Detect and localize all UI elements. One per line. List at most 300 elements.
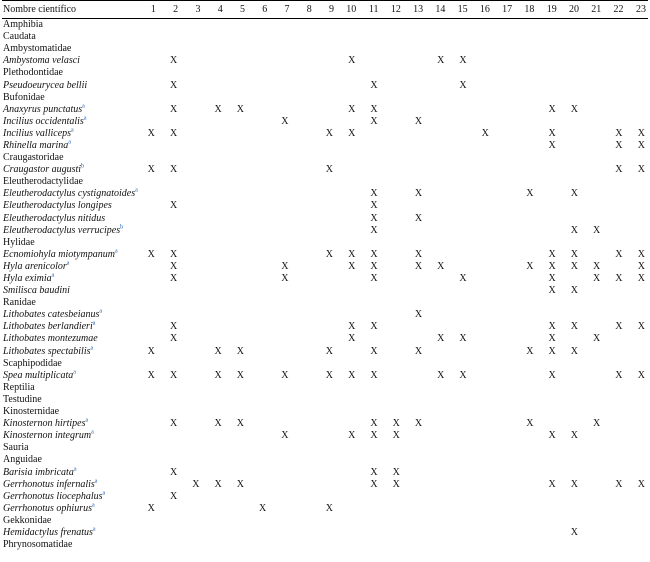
presence-mark: X bbox=[214, 418, 222, 430]
empty-cell bbox=[559, 140, 581, 152]
empty-cell bbox=[470, 225, 492, 237]
empty-cell bbox=[536, 225, 558, 237]
empty-cell bbox=[403, 55, 425, 67]
empty-cell bbox=[403, 237, 425, 249]
empty-cell bbox=[136, 152, 158, 164]
empty-cell bbox=[292, 225, 314, 237]
empty-cell bbox=[314, 116, 336, 128]
presence-mark: X bbox=[414, 345, 423, 357]
presence-mark: X bbox=[259, 502, 267, 514]
empty-cell bbox=[136, 79, 158, 91]
presence-mark: X bbox=[348, 430, 356, 442]
empty-cell bbox=[581, 213, 603, 225]
footnote-link[interactable]: a bbox=[51, 272, 55, 279]
empty-cell bbox=[581, 503, 603, 515]
empty-cell bbox=[425, 442, 447, 454]
presence-mark: X bbox=[370, 321, 378, 333]
empty-cell bbox=[514, 43, 536, 55]
empty-cell bbox=[514, 31, 536, 43]
empty-cell bbox=[158, 454, 180, 466]
empty-cell bbox=[225, 503, 247, 515]
empty-cell bbox=[492, 539, 514, 551]
table-row bbox=[2, 503, 648, 515]
empty-cell bbox=[180, 503, 202, 515]
presence-mark: X bbox=[459, 333, 467, 345]
empty-cell bbox=[225, 128, 247, 140]
empty-cell bbox=[559, 406, 581, 418]
empty-cell bbox=[625, 79, 648, 91]
empty-cell bbox=[625, 442, 648, 454]
empty-cell bbox=[403, 67, 425, 79]
empty-cell bbox=[425, 140, 447, 152]
empty-cell bbox=[447, 430, 469, 442]
empty-cell bbox=[603, 418, 625, 430]
taxon-name-text: Anguidae bbox=[3, 454, 42, 466]
taxon-name-text: Eleutherodactylus longipes bbox=[3, 200, 112, 212]
footnote-marker bbox=[99, 309, 102, 315]
presence-mark: X bbox=[147, 127, 155, 139]
empty-cell bbox=[536, 116, 558, 128]
footnote-marker bbox=[92, 502, 95, 508]
empty-cell bbox=[425, 31, 447, 43]
empty-cell bbox=[292, 454, 314, 466]
empty-cell bbox=[492, 491, 514, 503]
empty-cell bbox=[559, 237, 581, 249]
empty-cell bbox=[514, 406, 536, 418]
empty-cell bbox=[470, 358, 492, 370]
presence-mark: X bbox=[169, 164, 178, 176]
empty-cell bbox=[425, 273, 447, 285]
presence-mark: X bbox=[169, 273, 178, 285]
presence-mark: X bbox=[637, 139, 645, 151]
empty-cell bbox=[470, 200, 492, 212]
empty-cell bbox=[314, 55, 336, 67]
footnote-link[interactable]: a bbox=[66, 260, 70, 267]
empty-cell bbox=[180, 19, 202, 32]
empty-cell bbox=[225, 140, 247, 152]
empty-cell bbox=[292, 321, 314, 333]
empty-cell bbox=[403, 370, 425, 382]
presence-mark: X bbox=[637, 273, 645, 285]
empty-cell bbox=[403, 200, 425, 212]
presence-mark: X bbox=[637, 127, 645, 139]
empty-cell bbox=[381, 188, 403, 200]
scientific-name bbox=[2, 309, 136, 321]
empty-cell bbox=[625, 491, 648, 503]
empty-cell bbox=[136, 188, 158, 200]
empty-cell bbox=[603, 261, 625, 273]
empty-cell bbox=[336, 164, 358, 176]
empty-cell bbox=[492, 128, 514, 140]
presence-mark: X bbox=[414, 418, 423, 430]
empty-cell bbox=[247, 382, 269, 394]
empty-cell bbox=[403, 140, 425, 152]
empty-cell bbox=[514, 164, 536, 176]
footnote-link[interactable]: a bbox=[85, 417, 89, 424]
empty-cell bbox=[358, 333, 380, 345]
empty-cell bbox=[314, 454, 336, 466]
footnote-link[interactable]: a bbox=[68, 139, 71, 146]
presence-mark: X bbox=[169, 333, 178, 345]
empty-cell bbox=[269, 285, 291, 297]
empty-cell bbox=[603, 527, 625, 539]
table-row bbox=[2, 273, 648, 285]
empty-cell bbox=[202, 19, 224, 32]
footnote-link[interactable]: b bbox=[81, 163, 85, 170]
empty-cell bbox=[180, 442, 202, 454]
presence-mark: X bbox=[392, 430, 400, 442]
empty-cell bbox=[447, 466, 469, 478]
empty-cell bbox=[559, 382, 581, 394]
footnote-link[interactable]: a bbox=[90, 345, 94, 352]
empty-cell bbox=[247, 394, 269, 406]
taxon-name-text: Smilisca baudini bbox=[3, 285, 70, 297]
empty-cell bbox=[202, 164, 224, 176]
empty-cell bbox=[269, 346, 291, 358]
empty-cell bbox=[425, 43, 447, 55]
empty-cell bbox=[603, 285, 625, 297]
empty-cell bbox=[136, 491, 158, 503]
empty-cell bbox=[514, 176, 536, 188]
empty-cell bbox=[269, 249, 291, 261]
taxon-name-text: Hemidactylus frenatus bbox=[3, 526, 93, 538]
column-header-5: 5 bbox=[225, 1, 247, 19]
footnote-link[interactable]: a bbox=[73, 466, 77, 473]
empty-cell bbox=[158, 188, 180, 200]
empty-cell bbox=[581, 358, 603, 370]
empty-cell bbox=[470, 164, 492, 176]
empty-cell bbox=[492, 79, 514, 91]
taxon-name-text: Eleutherodactylidae bbox=[3, 176, 83, 188]
empty-cell bbox=[336, 466, 358, 478]
taxon-name-text: Reptilia bbox=[3, 381, 35, 393]
footnote-link[interactable]: a bbox=[83, 115, 87, 122]
empty-cell bbox=[314, 491, 336, 503]
empty-cell bbox=[603, 237, 625, 249]
taxon-name-text: Hyla arenicolor bbox=[3, 260, 67, 272]
empty-cell bbox=[180, 430, 202, 442]
empty-cell bbox=[514, 370, 536, 382]
footnote-link[interactable]: a bbox=[82, 103, 85, 110]
footnote-link[interactable]: a bbox=[135, 188, 138, 195]
empty-cell bbox=[158, 515, 180, 527]
empty-cell bbox=[581, 309, 603, 321]
footnote-link[interactable]: a bbox=[73, 369, 76, 376]
empty-cell bbox=[247, 128, 269, 140]
presence-mark: X bbox=[169, 321, 178, 333]
empty-cell bbox=[381, 515, 403, 527]
column-header-18: 18 bbox=[514, 1, 536, 19]
empty-cell bbox=[581, 67, 603, 79]
presence-mark: X bbox=[437, 55, 445, 67]
presence-mark: X bbox=[169, 418, 178, 430]
taxon-group-name bbox=[2, 92, 136, 104]
empty-cell bbox=[358, 442, 380, 454]
empty-cell bbox=[603, 406, 625, 418]
empty-cell bbox=[269, 92, 291, 104]
empty-cell bbox=[225, 539, 247, 551]
empty-cell bbox=[625, 454, 648, 466]
empty-cell bbox=[425, 394, 447, 406]
empty-cell bbox=[202, 188, 224, 200]
empty-cell bbox=[559, 309, 581, 321]
empty-cell bbox=[202, 527, 224, 539]
presence-mark: X bbox=[414, 115, 423, 127]
taxon-group-row bbox=[2, 43, 648, 55]
column-header-1: 1 bbox=[136, 1, 158, 19]
presence-mark: X bbox=[236, 369, 244, 381]
empty-cell bbox=[314, 152, 336, 164]
empty-cell bbox=[314, 466, 336, 478]
empty-cell bbox=[581, 176, 603, 188]
table-row bbox=[2, 321, 648, 333]
presence-mark: X bbox=[592, 273, 601, 285]
empty-cell bbox=[536, 164, 558, 176]
empty-cell bbox=[470, 370, 492, 382]
empty-cell bbox=[447, 188, 469, 200]
empty-cell bbox=[247, 92, 269, 104]
empty-cell bbox=[269, 43, 291, 55]
empty-cell bbox=[292, 309, 314, 321]
presence-mark: X bbox=[637, 260, 645, 272]
empty-cell bbox=[492, 466, 514, 478]
empty-cell bbox=[247, 213, 269, 225]
empty-cell bbox=[314, 213, 336, 225]
empty-cell bbox=[358, 297, 380, 309]
presence-mark: X bbox=[570, 260, 578, 272]
empty-cell bbox=[180, 454, 202, 466]
empty-cell bbox=[358, 394, 380, 406]
empty-cell bbox=[180, 309, 202, 321]
presence-mark: X bbox=[214, 345, 222, 357]
empty-cell bbox=[447, 491, 469, 503]
scientific-name bbox=[2, 430, 136, 442]
empty-cell bbox=[381, 358, 403, 370]
empty-cell bbox=[492, 442, 514, 454]
taxon-name-text: Kinosternon integrum bbox=[3, 430, 92, 442]
presence-mark: X bbox=[414, 309, 423, 321]
scientific-name bbox=[2, 164, 136, 176]
empty-cell bbox=[559, 43, 581, 55]
empty-cell bbox=[202, 92, 224, 104]
empty-cell bbox=[470, 237, 492, 249]
presence-mark: X bbox=[548, 285, 556, 297]
footnote-link[interactable]: b bbox=[120, 224, 124, 231]
empty-cell bbox=[492, 346, 514, 358]
footnote-link[interactable]: a bbox=[99, 308, 103, 315]
empty-cell bbox=[292, 418, 314, 430]
empty-cell bbox=[292, 164, 314, 176]
taxon-name-text: Pseudoeurycea bellii bbox=[3, 79, 88, 91]
empty-cell bbox=[403, 104, 425, 116]
empty-cell bbox=[425, 176, 447, 188]
empty-cell bbox=[292, 261, 314, 273]
empty-cell bbox=[358, 382, 380, 394]
empty-cell bbox=[381, 43, 403, 55]
empty-cell bbox=[625, 285, 648, 297]
empty-cell bbox=[136, 466, 158, 478]
empty-cell bbox=[158, 116, 180, 128]
taxon-group-name bbox=[2, 31, 136, 43]
presence-mark: X bbox=[570, 321, 578, 333]
empty-cell bbox=[292, 285, 314, 297]
empty-cell bbox=[514, 104, 536, 116]
empty-cell bbox=[180, 213, 202, 225]
footnote-link[interactable]: a bbox=[114, 248, 118, 255]
taxon-name-text: Barisia imbricata bbox=[3, 466, 74, 478]
empty-cell bbox=[336, 188, 358, 200]
empty-cell bbox=[225, 515, 247, 527]
empty-cell bbox=[314, 225, 336, 237]
taxon-group-row bbox=[2, 176, 648, 188]
empty-cell bbox=[180, 55, 202, 67]
footnote-link[interactable]: a bbox=[71, 127, 74, 134]
empty-cell bbox=[581, 539, 603, 551]
empty-cell bbox=[425, 188, 447, 200]
empty-cell bbox=[470, 346, 492, 358]
empty-cell bbox=[492, 213, 514, 225]
scientific-name bbox=[2, 466, 136, 478]
empty-cell bbox=[581, 249, 603, 261]
empty-cell bbox=[470, 491, 492, 503]
empty-cell bbox=[358, 237, 380, 249]
presence-mark: X bbox=[615, 321, 623, 333]
empty-cell bbox=[202, 454, 224, 466]
taxon-name-text: Craugastoridae bbox=[3, 152, 64, 164]
empty-cell bbox=[492, 249, 514, 261]
footnote-link[interactable]: a bbox=[94, 478, 98, 485]
presence-mark: X bbox=[370, 212, 378, 224]
column-header-20: 20 bbox=[559, 1, 581, 19]
table-row bbox=[2, 200, 648, 212]
empty-cell bbox=[536, 539, 558, 551]
empty-cell bbox=[247, 237, 269, 249]
empty-cell bbox=[470, 466, 492, 478]
empty-cell bbox=[492, 285, 514, 297]
empty-cell bbox=[292, 333, 314, 345]
empty-cell bbox=[136, 321, 158, 333]
empty-cell bbox=[292, 370, 314, 382]
empty-cell bbox=[358, 454, 380, 466]
table-row bbox=[2, 491, 648, 503]
empty-cell bbox=[536, 188, 558, 200]
empty-cell bbox=[247, 176, 269, 188]
empty-cell bbox=[136, 527, 158, 539]
empty-cell bbox=[425, 515, 447, 527]
empty-cell bbox=[470, 104, 492, 116]
presence-mark: X bbox=[281, 273, 289, 285]
empty-cell bbox=[581, 164, 603, 176]
empty-cell bbox=[536, 31, 558, 43]
empty-cell bbox=[581, 152, 603, 164]
presence-mark: X bbox=[370, 103, 378, 115]
empty-cell bbox=[514, 479, 536, 491]
presence-mark: X bbox=[325, 502, 334, 514]
empty-cell bbox=[158, 394, 180, 406]
empty-cell bbox=[447, 152, 469, 164]
empty-cell bbox=[180, 200, 202, 212]
empty-cell bbox=[136, 382, 158, 394]
empty-cell bbox=[447, 140, 469, 152]
taxon-name-text: Gerrhonotus infernalis bbox=[3, 478, 95, 490]
footnote-marker bbox=[135, 188, 138, 194]
empty-cell bbox=[559, 503, 581, 515]
presence-mark: X bbox=[370, 430, 378, 442]
empty-cell bbox=[492, 297, 514, 309]
empty-cell bbox=[158, 31, 180, 43]
empty-cell bbox=[603, 346, 625, 358]
empty-cell bbox=[180, 237, 202, 249]
presence-mark: X bbox=[214, 103, 222, 115]
footnote-link[interactable]: a bbox=[102, 490, 106, 497]
empty-cell bbox=[470, 539, 492, 551]
empty-cell bbox=[225, 406, 247, 418]
empty-cell bbox=[514, 333, 536, 345]
empty-cell bbox=[514, 466, 536, 478]
empty-cell bbox=[358, 43, 380, 55]
empty-cell bbox=[603, 55, 625, 67]
empty-cell bbox=[581, 55, 603, 67]
empty-cell bbox=[225, 200, 247, 212]
empty-cell bbox=[425, 104, 447, 116]
empty-cell bbox=[180, 92, 202, 104]
empty-cell bbox=[447, 225, 469, 237]
column-header-14: 14 bbox=[425, 1, 447, 19]
empty-cell bbox=[447, 92, 469, 104]
scientific-name bbox=[2, 273, 136, 285]
empty-cell bbox=[514, 515, 536, 527]
empty-cell bbox=[470, 442, 492, 454]
empty-cell bbox=[536, 491, 558, 503]
empty-cell bbox=[292, 273, 314, 285]
empty-cell bbox=[247, 67, 269, 79]
empty-cell bbox=[136, 333, 158, 345]
empty-cell bbox=[247, 297, 269, 309]
empty-cell bbox=[403, 92, 425, 104]
empty-cell bbox=[247, 43, 269, 55]
presence-mark: X bbox=[637, 164, 645, 176]
empty-cell bbox=[470, 261, 492, 273]
empty-cell bbox=[625, 55, 648, 67]
empty-cell bbox=[447, 200, 469, 212]
empty-cell bbox=[470, 454, 492, 466]
empty-cell bbox=[447, 116, 469, 128]
presence-mark: X bbox=[592, 333, 601, 345]
table-row bbox=[2, 225, 648, 237]
empty-cell bbox=[269, 19, 291, 32]
footnote-link[interactable]: a bbox=[92, 502, 95, 509]
empty-cell bbox=[158, 430, 180, 442]
empty-cell bbox=[202, 67, 224, 79]
empty-cell bbox=[247, 200, 269, 212]
empty-cell bbox=[202, 333, 224, 345]
taxon-group-row bbox=[2, 515, 648, 527]
footnote-link[interactable]: a bbox=[92, 321, 96, 328]
footnote-marker bbox=[68, 140, 71, 146]
empty-cell bbox=[180, 140, 202, 152]
empty-cell bbox=[514, 225, 536, 237]
empty-cell bbox=[292, 188, 314, 200]
footnote-link[interactable]: a bbox=[91, 429, 94, 436]
empty-cell bbox=[358, 128, 380, 140]
footnote-link[interactable]: a bbox=[92, 526, 96, 533]
empty-cell bbox=[492, 104, 514, 116]
empty-cell bbox=[559, 442, 581, 454]
species-distribution-table bbox=[2, 0, 648, 551]
empty-cell bbox=[403, 515, 425, 527]
presence-mark: X bbox=[370, 466, 378, 478]
empty-cell bbox=[425, 200, 447, 212]
